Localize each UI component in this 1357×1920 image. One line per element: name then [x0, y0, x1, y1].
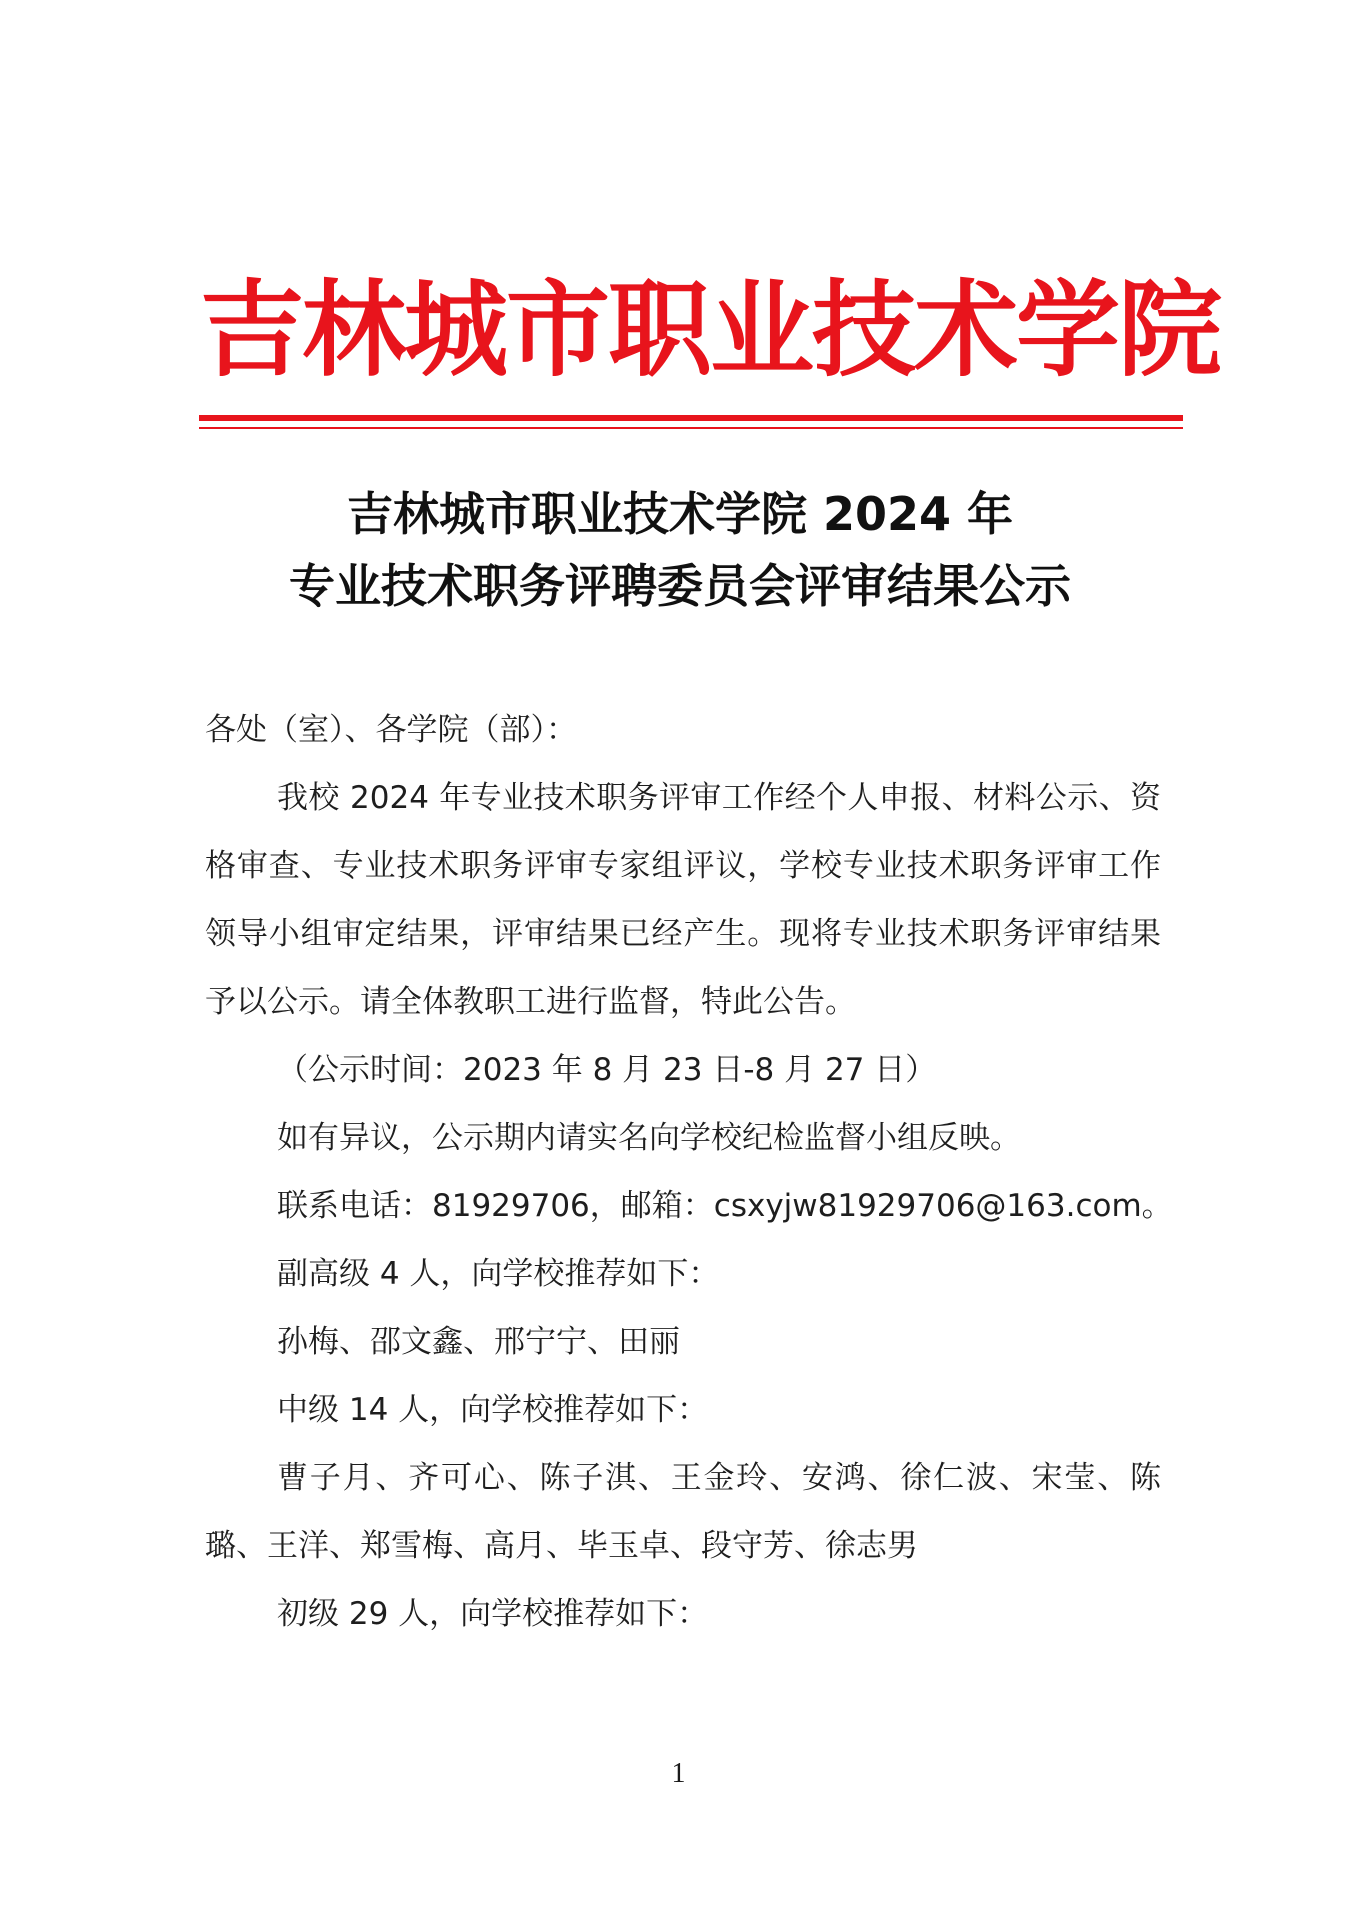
announcement-period: （公示时间：2023 年 8 月 23 日-8 月 27 日） — [277, 1052, 937, 1088]
intro-paragraph: 我校 2024 年专业技术职务评审工作经个人申报、材料公示、资格审查、专业技术职务评审专家组评议，学校专业技术职务评审工作领导小组审定结果，评审结果已经产生。现将专业技术职务评审结果予以公示。请全体教职工进行监督，特此公告。 — [205, 780, 1161, 1020]
contact-info: 联系电话：81929706，邮箱：csxyjw81929706@163.com。 — [277, 1188, 1173, 1224]
objection-note: 如有异议，公示期内请实名向学校纪检监督小组反映。 — [277, 1120, 1021, 1156]
intermediate-heading: 中级 14 人，向学校推荐如下： — [277, 1392, 709, 1428]
salutation: 各处（室）、各学院（部）： — [205, 712, 577, 748]
document-body — [205, 696, 1173, 1648]
senior-names: 孙梅、邵文鑫、邢宁宁、田丽 — [277, 1324, 680, 1360]
masthead-rule-thin — [199, 427, 1183, 429]
junior-heading: 初级 29 人，向学校推荐如下： — [277, 1596, 709, 1632]
page-number: 1 — [671, 1758, 686, 1789]
masthead-rule-thick — [199, 415, 1183, 421]
senior-heading: 副高级 4 人，向学校推荐如下： — [277, 1256, 720, 1292]
institution-masthead: 吉林城市职业技术学院 — [200, 268, 1221, 391]
document-title-line-1: 吉林城市职业技术学院 2024 年 — [346, 487, 1014, 541]
document-title-line-2: 专业技术职务评聘委员会评审结果公示 — [289, 559, 1071, 613]
intermediate-names: 曹子月、齐可心、陈子淇、王金玲、安鸿、徐仁波、宋莹、陈璐、王洋、郑雪梅、高月、毕玉卓、段守芳、徐志男 — [205, 1460, 1161, 1564]
